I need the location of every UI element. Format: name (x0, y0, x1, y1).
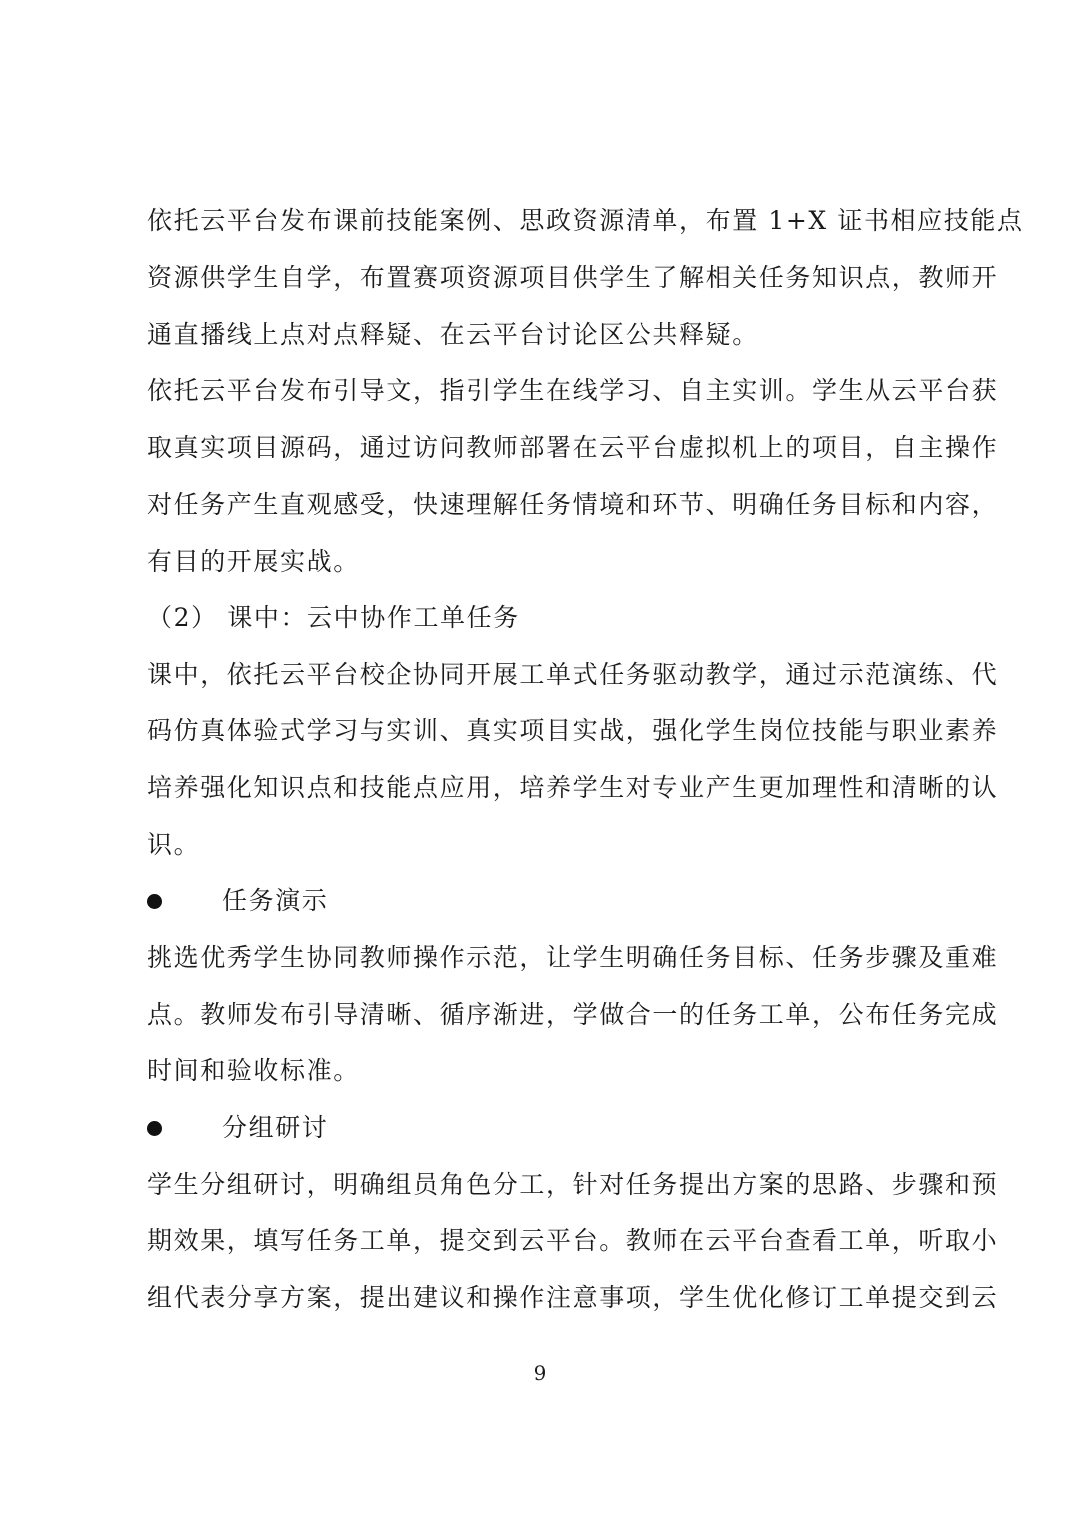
bullet-dot-icon (147, 1121, 162, 1136)
text-line: 组代表分享方案，提出建议和操作注意事项，学生优化修订工单提交到云 (147, 1283, 999, 1312)
bullet-item (147, 1111, 547, 1145)
text-line: 课中，依托云平台校企协同开展工单式任务驱动教学，通过示范演练、代 (147, 660, 999, 689)
text-line: 点。教师发布引导清晰、循序渐进，学做合一的任务工单，公布任务完成 (147, 1000, 999, 1029)
text-line: 期效果，填写任务工单，提交到云平台。教师在云平台查看工单，听取小 (147, 1226, 999, 1255)
page-number: 9 (533, 1361, 547, 1385)
text-line: 码仿真体验式学习与实训、真实项目实战，强化学生岗位技能与职业素养 (147, 716, 999, 745)
bullet-label: 分组研讨 (222, 1113, 329, 1142)
text-line: 依托云平台发布引导文，指引学生在线学习、自主实训。学生从云平台获 (147, 376, 999, 405)
text-line: 识。 (147, 830, 201, 859)
text-line: 时间和验收标准。 (147, 1056, 360, 1085)
bullet-dot-icon (147, 894, 162, 909)
text-line: 依托云平台发布课前技能案例、思政资源清单，布置 1+X 证书相应技能点 (147, 206, 1024, 235)
bullet-label: 任务演示 (222, 886, 329, 915)
text-line: 对任务产生直观感受，快速理解任务情境和环节、明确任务目标和内容， (147, 490, 999, 519)
text-line: 学生分组研讨，明确组员角色分工，针对任务提出方案的思路、步骤和预 (147, 1170, 999, 1199)
text-line: 通直播线上点对点释疑、在云平台讨论区公共释疑。 (147, 320, 759, 349)
text-line: 资源供学生自学，布置赛项资源项目供学生了解相关任务知识点，教师开 (147, 263, 999, 292)
section-heading: （2） 课中：云中协作工单任务 (147, 603, 520, 632)
text-line: 挑选优秀学生协同教师操作示范，让学生明确任务目标、任务步骤及重难 (147, 943, 999, 972)
text-line: 取真实项目源码，通过访问教师部署在云平台虚拟机上的项目，自主操作 (147, 433, 999, 462)
bullet-item (147, 884, 547, 918)
text-line: 有目的开展实战。 (147, 547, 360, 576)
text-line: 培养强化知识点和技能点应用，培养学生对专业产生更加理性和清晰的认 (147, 773, 999, 802)
